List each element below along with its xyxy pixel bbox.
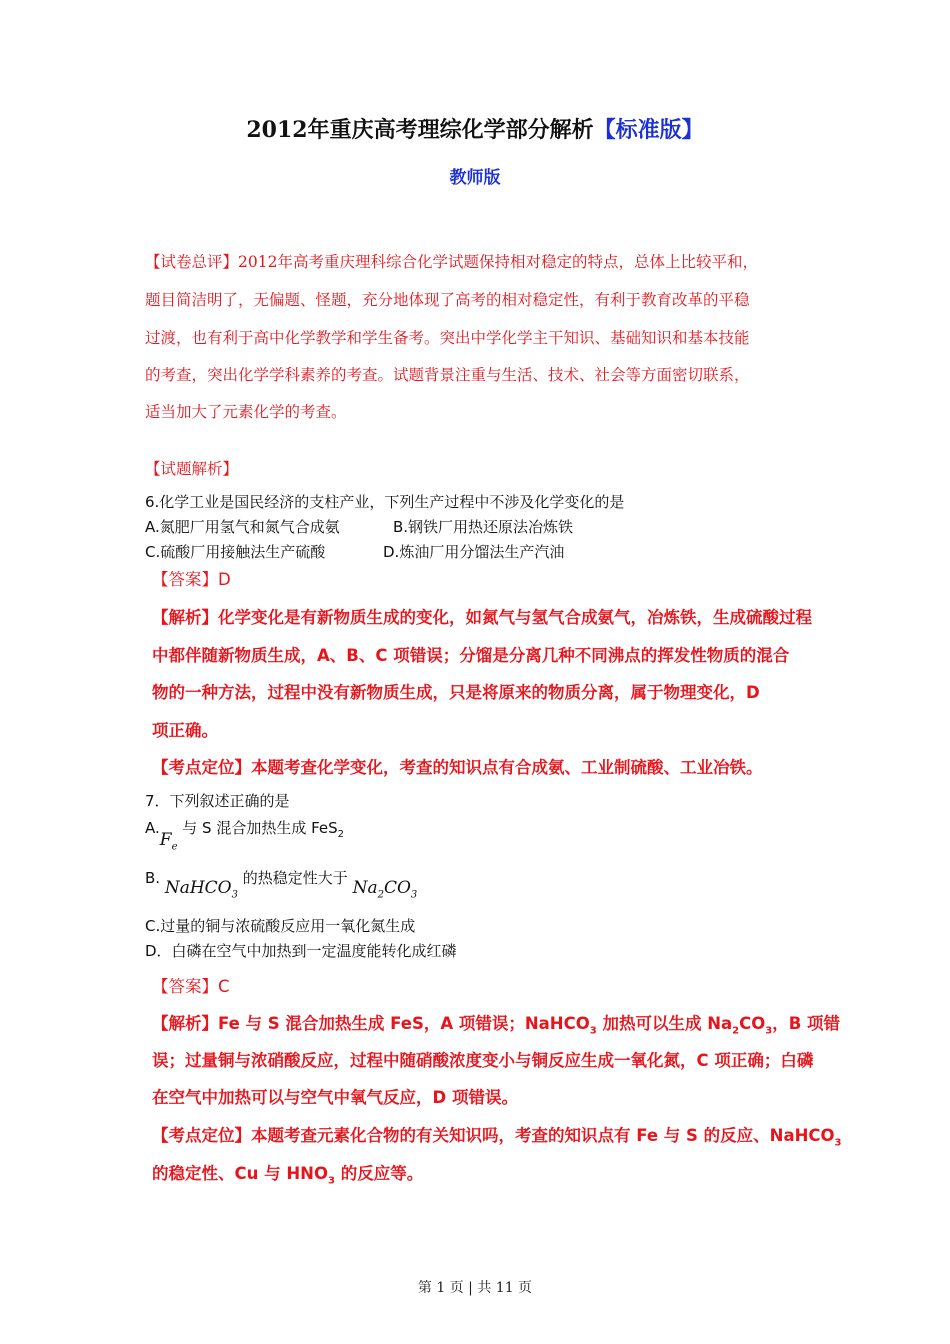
title-badge: 【标准版】 — [593, 117, 704, 143]
q7-answer: 【答案】C — [152, 977, 230, 996]
q7-point-line2 — [152, 1166, 423, 1186]
q6-stem: 6.化学工业是国民经济的支柱产业，下列生产过程中不涉及化学变化的是 — [145, 493, 625, 511]
option-sub: 2 — [337, 829, 345, 840]
q6-analysis-line: 项正确。 — [152, 721, 218, 740]
formula-sub: 2 — [377, 889, 384, 901]
option-text: 的热稳定性大于 — [242, 869, 348, 887]
text: 加热可以生成 Na — [596, 1014, 733, 1033]
text: 【解析】Fe 与 S 混合加热生成 FeS，A 项错误；NaHCO — [152, 1014, 590, 1033]
text: 的反应等。 — [334, 1164, 424, 1183]
review-line: 过渡，也有利于高中化学教学和学生备考。突出中学化学主干知识、基础知识和基本技能 — [145, 329, 750, 347]
q7-point — [152, 1128, 842, 1148]
text: 【考点定位】本题考查元素化合物的有关知识吗，考查的知识点有 Fe 与 S 的反应、NaHCO — [152, 1126, 835, 1145]
q7-analysis-line — [152, 1016, 840, 1036]
text: CO — [739, 1014, 766, 1033]
q6-option-c: C.硫酸厂用接触法生产硫酸 — [145, 543, 326, 561]
q6-option-d: D.炼油厂用分馏法生产汽油 — [383, 543, 565, 561]
sub: 2 — [732, 1025, 740, 1037]
text: 的稳定性、Cu 与 HNO — [152, 1164, 328, 1183]
option-label: B. — [145, 869, 161, 887]
page-footer: 第 1 页 | 共 11 页 — [417, 1280, 533, 1296]
section-heading: 【试题解析】 — [145, 460, 239, 478]
q7-option-a — [145, 819, 345, 853]
q6-option-a: A.氮肥厂用氢气和氮气合成氨 — [145, 518, 340, 536]
formula-text: NaHCO — [164, 878, 232, 898]
option-text: 与 S 混合加热生成 FeS — [182, 819, 338, 837]
q7-option-c: C.过量的铜与浓硫酸反应用一氧化氮生成 — [145, 917, 416, 935]
option-label: A. — [145, 819, 160, 837]
sub: 3 — [765, 1025, 773, 1037]
formula-text: F — [159, 830, 172, 850]
review-line: 的考查，突出化学学科素养的考查。试题背景注重与生活、技术、社会等方面密切联系， — [145, 366, 750, 384]
q7-analysis-line: 误；过量铜与浓硝酸反应，过程中随硝酸浓度变小与铜反应生成一氧化氮，C 项正确；白磷 — [152, 1051, 814, 1070]
q6-analysis-line: 物的一种方法，过程中没有新物质生成，只是将原来的物质分离，属于物理变化，D — [152, 683, 760, 702]
q6-option-b: B.钢铁厂用热还原法冶炼铁 — [393, 518, 574, 536]
formula-sub: e — [171, 841, 178, 853]
q7-option-b — [145, 869, 418, 901]
q6-answer: 【答案】D — [152, 570, 231, 589]
text: ，B 项错 — [772, 1014, 841, 1033]
formula-text: Na — [352, 878, 378, 898]
q7-stem: 7．下列叙述正确的是 — [145, 792, 290, 810]
formula-na2co3 — [352, 878, 418, 901]
formula-fe — [159, 830, 178, 853]
formula-sub: 3 — [410, 889, 418, 901]
formula-text: CO — [383, 878, 411, 898]
review-line: 【试卷总评】2012年高考重庆理科综合化学试题保持相对稳定的特点，总体上比较平和， — [145, 253, 758, 271]
q6-analysis-line: 【解析】化学变化是有新物质生成的变化，如氮气与氢气合成氨气，冶炼铁，生成硫酸过程 — [152, 608, 812, 627]
sub: 3 — [589, 1025, 597, 1037]
q6-analysis-line: 中都伴随新物质生成，A、B、C 项错误；分馏是分离几种不同沸点的挥发性物质的混合 — [152, 646, 790, 665]
q7-option-d: D．白磷在空气中加热到一定温度能转化成红磷 — [145, 942, 457, 960]
review-line: 适当加大了元素化学的考查。 — [145, 403, 347, 421]
review-line: 题目简洁明了，无偏题、怪题，充分地体现了高考的相对稳定性，有利于教育改革的平稳 — [145, 291, 750, 309]
document-title — [0, 119, 950, 141]
formula-nahco3 — [164, 878, 238, 901]
formula-sub: 3 — [231, 889, 238, 901]
sub: 3 — [834, 1137, 842, 1149]
document-subtitle: 教师版 — [449, 168, 501, 188]
q7-analysis-line: 在空气中加热可以与空气中氧气反应，D 项错误。 — [152, 1088, 518, 1107]
q6-point: 【考点定位】本题考查化学变化，考查的知识点有合成氨、工业制硫酸、工业冶铁。 — [152, 758, 763, 777]
title-main: 2012年重庆高考理综化学部分解析 — [246, 117, 594, 143]
sub: 3 — [328, 1175, 335, 1187]
